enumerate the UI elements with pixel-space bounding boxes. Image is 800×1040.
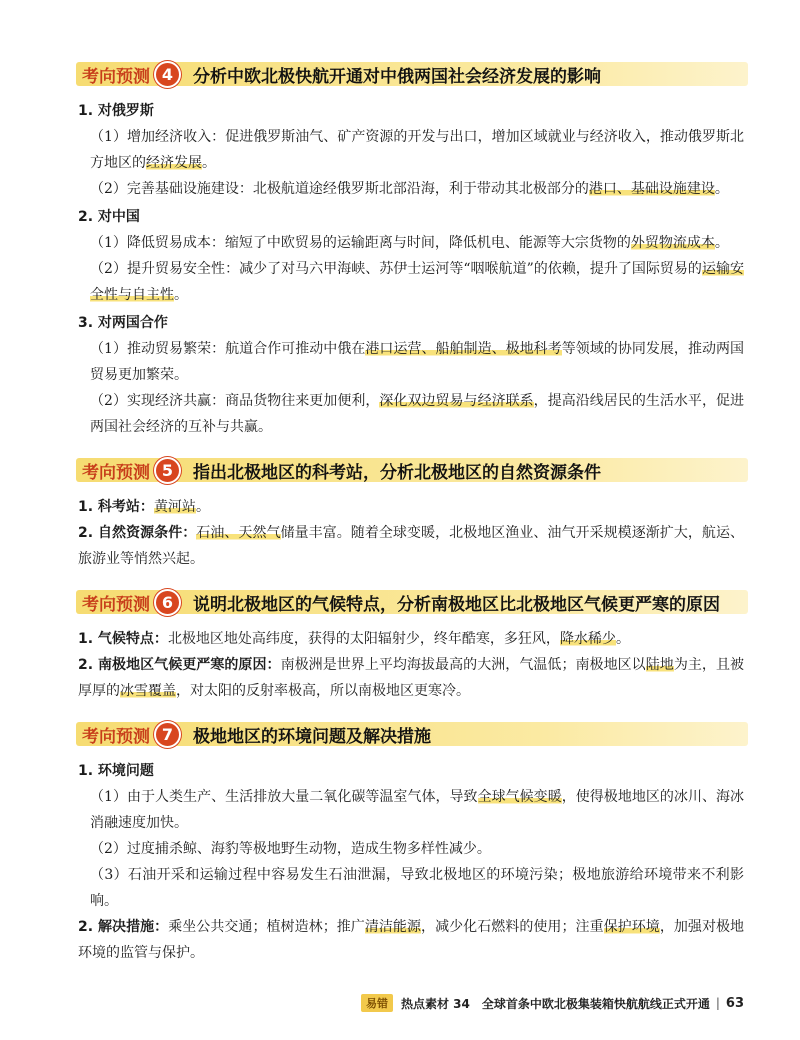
tag-number-badge: 5 [154, 457, 181, 484]
highlight: 经济发展 [146, 155, 202, 171]
item-heading: 1. 环境问题 [78, 763, 154, 779]
section-title: 极地地区的环境问题及解决措施 [193, 726, 431, 747]
page-number: 63 [725, 995, 744, 1011]
highlight: 港口运营、船舶制造、极地科考 [365, 341, 562, 357]
highlight: 陆地 [645, 657, 674, 673]
paragraph: （2）完善基础设施建设：北极航道途经俄罗斯北部沿海，利于带动其北极部分的港口、基础设施建设。 [90, 181, 729, 197]
section-tag [78, 721, 193, 748]
highlight: 外贸物流成本 [630, 235, 715, 251]
section-header [78, 718, 744, 750]
tag-label: 考向预测 [82, 594, 150, 615]
paragraph: 2. 解决措施：乘坐公共交通；植树造林；推广清洁能源，减少化石燃料的使用；注重保护环境，加强对极地环境的监管与保护。 [78, 919, 745, 961]
section-header [78, 454, 744, 486]
section-4 [78, 58, 744, 440]
paragraph: 1. 科考站：黄河站。 [78, 499, 210, 515]
paragraph: （1）推动贸易繁荣：航道合作可推动中俄在港口运营、船舶制造、极地科考等领域的协同发展，推动两国贸易更加繁荣。 [90, 341, 745, 383]
section-title: 分析中欧北极快航开通对中俄两国社会经济发展的影响 [193, 66, 601, 87]
section-7 [78, 718, 744, 966]
paragraph: （1）由于人类生产、生活排放大量二氧化碳等温室气体，导致全球气候变暖，使得极地地区的冰川、海冰消融速度加快。 [90, 789, 745, 831]
highlight: 冰雪覆盖 [120, 683, 176, 699]
section-tag [78, 457, 193, 484]
highlight: 港口、基础设施建设 [588, 181, 715, 197]
tag-label: 考向预测 [82, 462, 150, 483]
paragraph: （2）提升贸易安全性：减少了对马六甲海峡、苏伊士运河等“咽喉航道”的依赖，提升了国际贸易的运输安全性与自主性。 [90, 261, 744, 303]
paragraph: （1）增加经济收入：促进俄罗斯油气、矿产资源的开发与出口，增加区域就业与经济收入，推动俄罗斯北方地区的经济发展。 [90, 129, 744, 171]
section-header [78, 586, 744, 618]
highlight: 降水稀少 [559, 631, 616, 647]
paragraph: （3）石油开采和运输过程中容易发生石油泄漏，导致北极地区的环境污染；极地旅游给环境带来不利影响。 [90, 867, 744, 909]
tag-label: 考向预测 [82, 66, 150, 87]
item-heading: 2. 对中国 [78, 209, 140, 225]
section-tag [78, 61, 193, 88]
footer-text: 热点素材 34 全球首条中欧北极集装箱快航航线正式开通 [400, 996, 710, 1011]
highlight: 运输安全性与自主性 [90, 261, 744, 303]
page-footer [361, 994, 744, 1012]
section-header [78, 58, 744, 90]
tag-label: 考向预测 [82, 726, 150, 747]
paragraph: （1）降低贸易成本：缩短了中欧贸易的运输距离与时间，降低机电、能源等大宗货物的外贸物流成本。 [90, 235, 729, 251]
section-6 [78, 586, 744, 704]
section-title: 指出北极地区的科考站，分析北极地区的自然资源条件 [193, 462, 601, 483]
tag-number-badge: 7 [154, 721, 181, 748]
footer-separator: | [715, 996, 720, 1010]
section-5 [78, 454, 744, 572]
paragraph: （2）过度捕杀鲸、海豹等极地野生动物，造成生物多样性减少。 [90, 841, 491, 857]
highlight: 石油、天然气 [196, 525, 281, 541]
highlight: 黄河站 [153, 499, 196, 515]
item-heading: 1. 对俄罗斯 [78, 103, 154, 119]
section-tag [78, 589, 193, 616]
paragraph: （2）实现经济共赢：商品货物往来更加便利，深化双边贸易与经济联系，提高沿线居民的生活水平，促进两国社会经济的互补与共赢。 [90, 393, 745, 435]
tag-number-badge: 6 [154, 589, 181, 616]
paragraph: 2. 南极地区气候更严寒的原因：南极洲是世界上平均海拔最高的大洲，气温低；南极地区以陆地为主，且被厚厚的冰雪覆盖，对太阳的反射率极高，所以南极地区更寒冷。 [78, 657, 745, 699]
tag-number-badge: 4 [154, 61, 181, 88]
highlight: 清洁能源 [364, 919, 422, 935]
paragraph: 1. 气候特点：北极地区地处高纬度，获得的太阳辐射少，终年酷寒，多狂风，降水稀少。 [78, 631, 630, 647]
footer-tag: 易错 [361, 994, 393, 1012]
highlight: 保护环境 [603, 919, 660, 935]
highlight: 全球气候变暖 [477, 789, 562, 805]
paragraph: 2. 自然资源条件：石油、天然气储量丰富。随着全球变暖，北极地区渔业、油气开采规模逐渐扩大，航运、旅游业等悄然兴起。 [78, 525, 745, 567]
section-title: 说明北极地区的气候特点，分析南极地区比北极地区气候更严寒的原因 [193, 594, 720, 615]
item-heading: 3. 对两国合作 [78, 315, 168, 331]
highlight: 深化双边贸易与经济联系 [379, 393, 534, 409]
